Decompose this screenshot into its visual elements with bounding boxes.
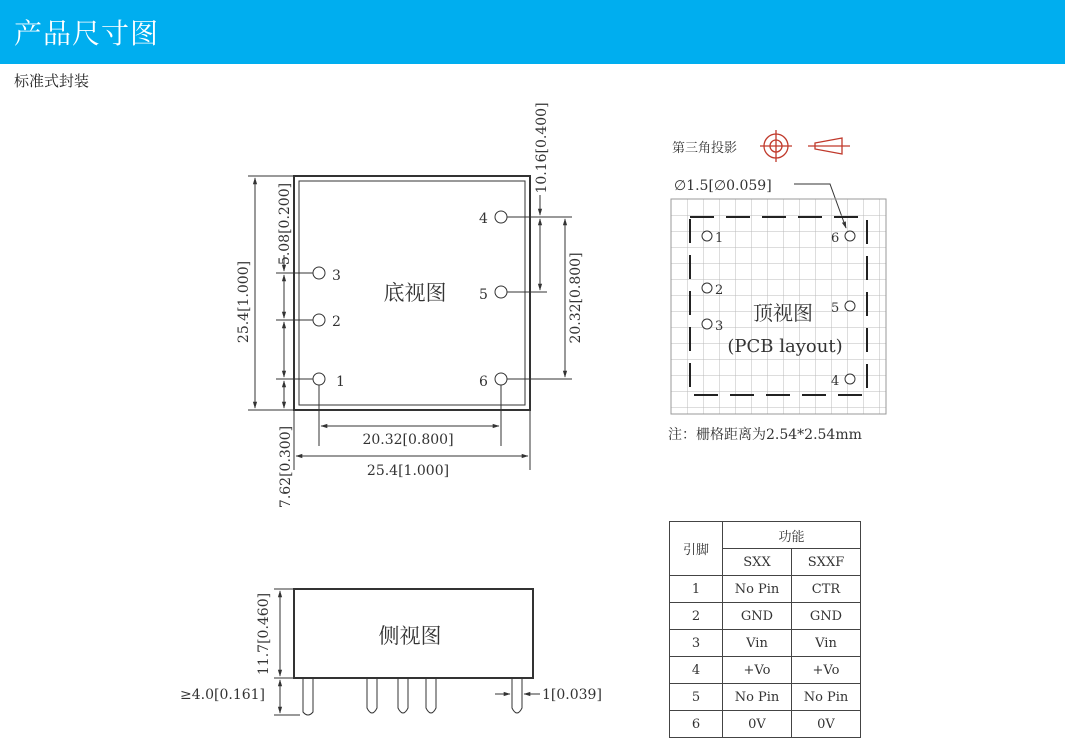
tv-pin-2-hole bbox=[702, 283, 712, 293]
table-cell-sxxf: GND bbox=[792, 603, 861, 630]
top-view-label: 顶视图 bbox=[753, 301, 813, 325]
side-view bbox=[274, 589, 540, 715]
table-cell-pin: 2 bbox=[670, 603, 723, 630]
table-row bbox=[670, 684, 861, 711]
table-cell-sxx: No Pin bbox=[723, 576, 792, 603]
table-cell-sxx: 0V bbox=[723, 711, 792, 738]
package-subtitle: 标准式封装 bbox=[14, 72, 90, 90]
top-view bbox=[668, 130, 886, 443]
table-cell-sxx: +Vo bbox=[723, 657, 792, 684]
tv-pin-3-label: 3 bbox=[715, 319, 724, 334]
top-view-sublabel: (PCB layout) bbox=[727, 336, 843, 357]
bv-pin-3-label: 3 bbox=[332, 268, 341, 284]
table-cell-sxxf: CTR bbox=[792, 576, 861, 603]
table-cell-pin: 1 bbox=[670, 576, 723, 603]
bv-dim-height: 25.4[1.000] bbox=[236, 260, 252, 344]
grid-note: 注：栅格距离为2.54*2.54mm bbox=[668, 427, 862, 443]
third-angle-projection-icon bbox=[760, 130, 850, 162]
side-view-label: 侧视图 bbox=[378, 624, 442, 648]
side-dim-pin-length: ≥4.0[0.161] bbox=[180, 687, 265, 703]
side-pin-c bbox=[398, 678, 408, 713]
table-cell-sxxf: Vin bbox=[792, 630, 861, 657]
table-cell-pin: 5 bbox=[670, 684, 723, 711]
bv-pin-6-label: 6 bbox=[479, 374, 488, 390]
table-cell-pin: 3 bbox=[670, 630, 723, 657]
side-dim-height: 11.7[0.460] bbox=[256, 592, 272, 676]
tv-pin-3-hole bbox=[702, 319, 712, 329]
table-row bbox=[670, 630, 861, 657]
tv-pin-2-label: 2 bbox=[715, 283, 724, 298]
side-pin-d bbox=[426, 678, 436, 713]
bv-pin-4-label: 4 bbox=[479, 211, 488, 227]
table-row bbox=[670, 603, 861, 630]
bv-pin-1-hole bbox=[313, 373, 325, 385]
bottom-view-labels bbox=[236, 102, 584, 508]
table-cell-sxx: No Pin bbox=[723, 684, 792, 711]
table-cell-sxx: GND bbox=[723, 603, 792, 630]
bottom-view-label: 底视图 bbox=[383, 281, 447, 305]
bv-dim-width: 25.4[1.000] bbox=[366, 463, 450, 479]
tv-pin-6-hole bbox=[845, 231, 855, 241]
side-view-labels bbox=[180, 593, 602, 703]
projection-label: 第三角投影 bbox=[672, 141, 738, 156]
tv-pin-1-label: 1 bbox=[715, 231, 724, 246]
table-cell-sxx: Vin bbox=[723, 630, 792, 657]
bv-pin-3-hole bbox=[313, 267, 325, 279]
bottom-view bbox=[248, 176, 572, 470]
table-cell-sxxf: No Pin bbox=[792, 684, 861, 711]
side-pin-b bbox=[367, 678, 377, 713]
bv-pin-2-label: 2 bbox=[332, 314, 341, 330]
tv-pin-5-label: 5 bbox=[831, 301, 840, 316]
table-header-function: 功能 bbox=[723, 522, 861, 549]
table-cell-sxxf: 0V bbox=[792, 711, 861, 738]
bv-dim-pin4-offset: 10.16[0.400] bbox=[534, 102, 550, 194]
bv-pin-4-hole bbox=[495, 211, 507, 223]
bv-pin-2-hole bbox=[313, 314, 325, 326]
bv-pin-5-hole bbox=[495, 286, 507, 298]
table-cell-sxxf: +Vo bbox=[792, 657, 861, 684]
hole-dim-label: ∅1.5[∅0.059] bbox=[674, 178, 772, 194]
table-cell-pin: 4 bbox=[670, 657, 723, 684]
side-dim-pin-dia: 1[0.039] bbox=[542, 687, 602, 703]
table-subheader-sxxf: SXXF bbox=[792, 549, 861, 576]
bv-dim-pin-span: 20.32[0.800] bbox=[362, 432, 454, 448]
bv-pin-6-hole bbox=[495, 373, 507, 385]
bv-dim-right-span: 20.32[0.800] bbox=[568, 252, 584, 344]
table-subheader-sxx: SXX bbox=[723, 549, 792, 576]
bv-pin-1-label: 1 bbox=[336, 374, 345, 390]
side-pin-e bbox=[512, 678, 522, 713]
tv-pin-4-label: 4 bbox=[831, 374, 840, 389]
bv-pin-5-label: 5 bbox=[479, 287, 488, 303]
tv-pin-5-hole bbox=[845, 301, 855, 311]
tv-pin-6-label: 6 bbox=[831, 231, 840, 246]
tv-pin-4-hole bbox=[845, 374, 855, 384]
table-row bbox=[670, 657, 861, 684]
bv-dim-top-offset: 5.08[0.200] bbox=[277, 182, 293, 266]
table-header-pin: 引脚 bbox=[670, 522, 723, 576]
table-row bbox=[670, 711, 861, 738]
table-row bbox=[670, 576, 861, 603]
page-title: 产品尺寸图 bbox=[14, 17, 160, 50]
side-pin-a bbox=[303, 678, 313, 715]
tv-pin-1-hole bbox=[702, 231, 712, 241]
pin-function-table bbox=[669, 521, 861, 738]
table-cell-pin: 6 bbox=[670, 711, 723, 738]
bv-dim-bottom-offset: 7.62[0.300] bbox=[278, 425, 294, 509]
